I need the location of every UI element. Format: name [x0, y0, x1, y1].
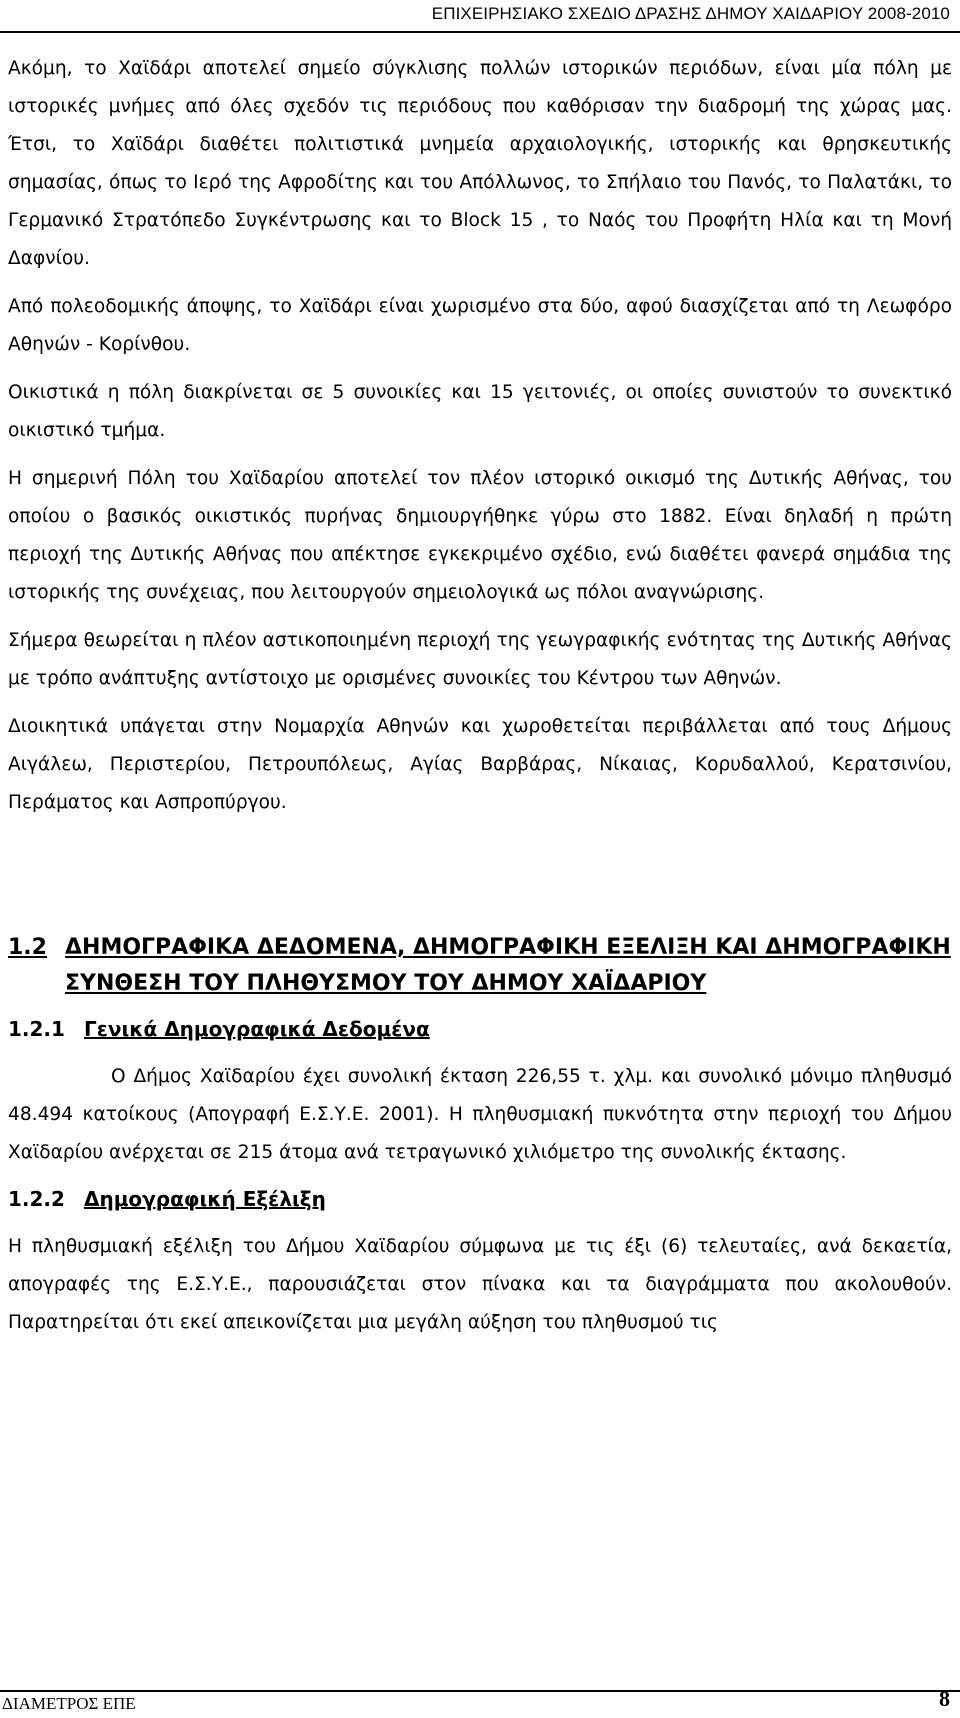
company-name: ΔΙΑΜΕΤΡΟΣ ΕΠΕ	[2, 1694, 136, 1713]
section-heading	[8, 930, 952, 1002]
subsection-heading-general-data	[8, 1014, 952, 1044]
page-footer	[0, 1686, 960, 1718]
section-spacer	[8, 832, 952, 930]
paragraph-population-evolution: Η πληθυσμιακή εξέλιξη του Δήμου Χαϊδαρίου σύμφωνα με τις έξι (6) τελευταίες, ανά δεκαετία, απογραφές της Ε.Σ.Υ.Ε., παρουσιάζεται στον πίνακα και τα διαγράμματα που ακολουθούν. Παρατηρείται ότι εκεί απεικονίζεται μια μεγάλη αύξηση του πληθυσμού τις	[8, 1236, 952, 1333]
subsection-number: 1.2.2	[8, 1187, 65, 1211]
paragraph-administration: Διοικητικά υπάγεται στην Νομαρχία Αθηνών και χωροθετείται περιβάλλεται από τους Δήμους Αιγάλεω, Περιστερίου, Πετρουπόλεως, Αγίας Βαρβάρας, Νίκαιας, Κορυδαλλού, Κερατσινίου, Περάματος και Ασπροπύργου.	[8, 716, 952, 813]
document-title: ΕΠΙΧΕΙΡΗΣΙΑΚΟ ΣΧΕΔΙΟ ΔΡΑΣΗΣ ΔΗΜΟΥ ΧΑΙΔΑΡΙΟΥ 2008-2010	[431, 4, 950, 23]
header-divider	[0, 31, 960, 33]
paragraph-urbanization: Σήμερα θεωρείται η πλέον αστικοποιημένη περιοχή της γεωγραφικής ενότητας της Δυτικής Αθήνας με τρόπο ανάπτυξης αντίστοιχο με ορισμένες συνοικίες του Κέντρου των Αθηνών.	[8, 630, 952, 689]
subsection-title: Γενικά Δημογραφικά Δεδομένα	[84, 1017, 430, 1041]
footer-divider	[0, 1690, 960, 1692]
paragraph-general-data: Ο Δήμος Χαϊδαρίου έχει συνολική έκταση 226,55 τ. χλμ. και συνολικό μόνιμο πληθυσμό 48.494 κατοίκους (Απογραφή Ε.Σ.Υ.Ε. 2001). Η πληθυσμιακή πυκνότητα στην περιοχή του Δήμου Χαϊδαρίου ανέρχεται σε 215 άτομα ανά τετραγωνικό χιλιόμετρο της συνολικής έκτασης.	[8, 1066, 952, 1163]
paragraph-urban-division: Από πολεοδομικής άποψης, το Χαϊδάρι είναι χωρισμένο στα δύο, αφού διασχίζεται από τη Λεωφόρο Αθηνών - Κορίνθου.	[8, 296, 952, 355]
page-header	[0, 0, 960, 34]
subsection-heading-population-evolution	[8, 1184, 952, 1214]
document-body	[8, 50, 952, 1352]
subsection-number: 1.2.1	[8, 1017, 65, 1041]
section-title: ΔΗΜΟΓΡΑΦΙΚΑ ΔΕΔΟΜΕΝΑ, ΔΗΜΟΓΡΑΦΙΚΗ ΕΞΕΛΙΞΗ ΚΑΙ ΔΗΜΟΓΡΑΦΙΚΗ ΣΥΝΘΕΣΗ ΤΟΥ ΠΛΗΘΥΣΜΟΥ ΤΟΥ ΔΗΜΟΥ ΧΑΪΔΑΡΙΟΥ	[65, 935, 951, 996]
paragraph-historical-monuments: Ακόμη, το Χαϊδάρι αποτελεί σημείο σύγκλισης πολλών ιστορικών περιόδων, είναι μία πόλη με ιστορικές μνήμες από όλες σχεδόν τις περιόδους που καθόρισαν την διαδρομή της χώρας μας. Έτσι, το Χαϊδάρι διαθέτει πολιτιστικά μνημεία αρχαιολογικής, ιστορικής και θρησκευτικής σημασίας, όπως το Ιερό της Αφροδίτης και του Απόλλωνος, το Σπήλαιο του Πανός, το Παλατάκι, το Γερμανικό Στρατόπεδο Συγκέντρωσης και το Block 15 , το Ναός του Προφήτη Ηλία και τη Μονή Δαφνίου.	[8, 58, 952, 269]
page-number: 8	[939, 1686, 950, 1711]
section-number: 1.2	[8, 935, 47, 960]
paragraph-neighborhoods: Οικιστικά η πόλη διακρίνεται σε 5 συνοικίες και 15 γειτονιές, οι οποίες συνιστούν το συνεκτικό οικιστικό τμήμα.	[8, 382, 952, 441]
paragraph-historic-settlement: Η σημερινή Πόλη του Χαϊδαρίου αποτελεί τον πλέον ιστορικό οικισμό της Δυτικής Αθήνας, του οποίου ο βασικός οικιστικός πυρήνας δημιουργήθηκε γύρω στο 1882. Είναι δηλαδή η πρώτη περιοχή της Δυτικής Αθήνας που απέκτησε εγκεκριμένο σχέδιο, ενώ διαθέτει φανερά σημάδια της ιστορικής της συνέχειας, που λειτουργούν σημειολογικά ως πόλοι αναγνώρισης.	[8, 468, 952, 603]
subsection-title: Δημογραφική Εξέλιξη	[84, 1187, 326, 1211]
